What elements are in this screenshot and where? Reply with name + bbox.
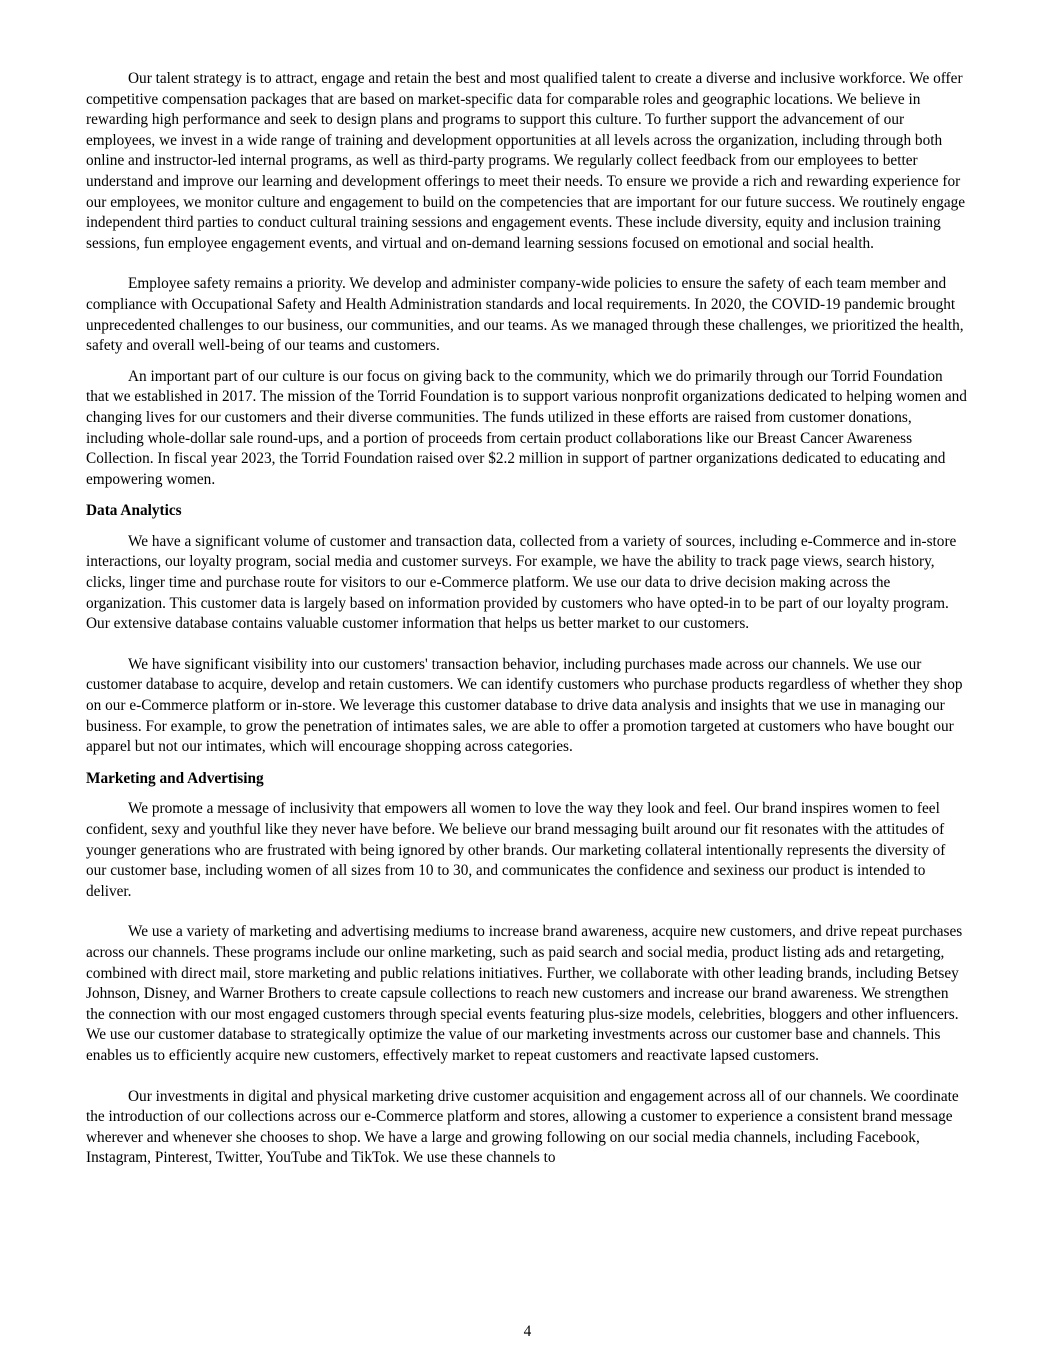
spacer — [86, 254, 968, 274]
spacer — [86, 635, 968, 655]
marketing-mediums-paragraph: We use a variety of marketing and advertising mediums to increase brand awareness, acquire new customers, and drive repeat purchases across our channels. These programs include our online marketing, such as paid search and social media, product listing ads and retargeting, combined with direct mail, store marketing and public relations initiatives. Further, we collaborate with other leading brands, including Betsey Johnson, Disney, and Warner Brothers to create capsule collections to reach new customers and increase our brand awareness. We strengthen the connection with our most engaged customers through special events featuring plus-size models, celebrities, bloggers and other influencers. We use our customer database to strategically optimize the value of our marketing investments across our customer base and channels. This enables us to efficiently acquire new customers, effectively market to repeat customers and reactivate lapsed customers. — [86, 923, 963, 1064]
spacer — [86, 902, 968, 922]
data-analytics-heading: Data Analytics — [86, 502, 182, 520]
spacer — [86, 1067, 968, 1087]
spacer — [86, 490, 968, 501]
spacer — [86, 357, 968, 367]
page-number: 4 — [523, 1323, 532, 1340]
data-visibility-paragraph: We have significant visibility into our customers' transaction behavior, including purchases made across our channels. We use our customer database to acquire, develop and retain customers. We can identify customers who purchase products regardless of whether they shop on our e-Commerce platform or in-store. We leverage this customer database to drive data analysis and insights that we use in managing our business. For example, to grow the penetration of intimates sales, we are able to offer a promotion targeted at customers who have bought our apparel but not our intimates, which will encourage shopping across categories. — [86, 655, 963, 756]
data-volume-paragraph: We have a significant volume of customer and transaction data, collected from a variety of sources, including e-Commerce and in-store interactions, our loyalty program, social media and customer surveys. For example, we have the ability to track page views, search history, clicks, linger time and purchase route for visitors to our e-Commerce platform. We use our data to drive decision making across the organization. This customer data is largely based on information provided by customers who have opted-in to be part of our loyalty program. Our extensive database contains valuable customer information that helps us better market to our customers. — [86, 532, 957, 633]
document-body — [86, 69, 968, 1169]
marketing-investments-paragraph: Our investments in digital and physical marketing drive customer acquisition and engagement across all of our channels. We coordinate the introduction of our collections across our e-Commerce platform and stores, allowing a customer to experience a consistent brand message wherever and whenever she chooses to shop. We have a large and growing following on our social media channels, including Facebook, Instagram, Pinterest, Twitter, YouTube and TikTok. We use these channels to — [86, 1087, 959, 1167]
employee-safety-paragraph: Employee safety remains a priority. We develop and administer company-wide policies to ensure the safety of each team member and compliance with Occupational Safety and Health Administration standards and local requirements. In 2020, the COVID-19 pandemic brought unprecedented challenges to our business, our communities, and our teams. As we managed through these challenges, we prioritized the health, safety and overall well-being of our teams and customers. — [86, 275, 964, 355]
spacer — [86, 789, 968, 799]
marketing-heading: Marketing and Advertising — [86, 769, 264, 787]
inclusivity-paragraph: We promote a message of inclusivity that empowers all women to love the way they look and feel. Our brand inspires women to feel confident, sexy and youthful like they never have before. We believe our brand messaging built around our fit resonates with the attitudes of younger generations who are frustrated with being ignored by other brands. Our marketing collateral intentionally represents the diversity of our customer base, including women of all sizes from 10 to 30, and communicates the confidence and sexiness our product is intended to deliver. — [86, 800, 946, 900]
community-paragraph: An important part of our culture is our focus on giving back to the community, which we do primarily through our Torrid Foundation that we established in 2017. The mission of the Torrid Foundation is to support various nonprofit organizations dedicated to helping women and changing lives for our customers and their diverse communities. The funds utilized in these efforts are raised from customer donations, including whole-dollar sale round-ups, and a portion of proceeds from certain product collaborations like our Breast Cancer Awareness Collection. In fiscal year 2023, the Torrid Foundation raised over $2.2 million in support of partner organizations dedicated to educating and empowering women. — [86, 367, 967, 488]
spacer — [86, 522, 968, 532]
spacer — [86, 758, 968, 769]
talent-strategy-paragraph: Our talent strategy is to attract, engage and retain the best and most qualified talent to create a diverse and inclusive workforce. We offer competitive compensation packages that are based on market-specific data for comparable roles and geographic locations. We believe in rewarding high performance and seek to design plans and programs to support this culture. To further support the advancement of our employees, we invest in a wide range of training and development opportunities at all levels across the organization, including through both online and instructor-led internal programs, as well as third-party programs. We regularly collect feedback from our employees to better understand and improve our learning and development offerings to meet their needs. To ensure we provide a rich and rewarding experience for our employees, we monitor culture and engagement to build on the competencies that are important for our future success. We routinely engage independent third parties to conduct cultural training sessions and engagement events. These include diversity, equity and inclusion training sessions, fun employee engagement events, and virtual and on-demand learning sessions focused on emotional and social health. — [86, 70, 966, 252]
